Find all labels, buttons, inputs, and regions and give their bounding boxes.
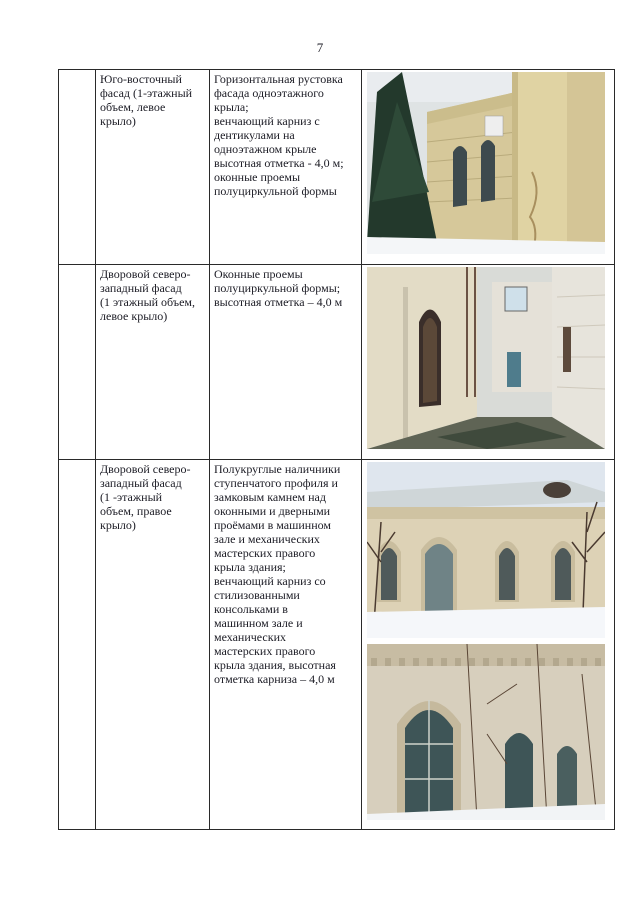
description-line: мастерских правого bbox=[214, 644, 316, 658]
facade-name-line: (1 -этажный bbox=[100, 490, 163, 504]
facade-name-line: (1 этажный объем, bbox=[100, 295, 195, 309]
facade-name-line: Юго-восточный bbox=[100, 72, 182, 86]
description-line: крыла здания; bbox=[214, 560, 286, 574]
description-line: стилизованными bbox=[214, 588, 300, 602]
description-line: полуциркульной формы; bbox=[214, 281, 341, 295]
table-row bbox=[59, 265, 615, 460]
description-line: мастерских правого bbox=[214, 546, 316, 560]
row-index-cell bbox=[59, 70, 96, 265]
description-line: крыла; bbox=[214, 100, 249, 114]
photo-cell bbox=[362, 70, 615, 265]
description-line: фасада одноэтажного bbox=[214, 86, 324, 100]
description-line: проёмами в машинном bbox=[214, 518, 331, 532]
description-line: ступенчатого профиля и bbox=[214, 476, 338, 490]
facade-name-line: Дворовой северо- bbox=[100, 267, 191, 281]
southeast-facade-photo bbox=[367, 72, 605, 254]
description-line: дентикулами на bbox=[214, 128, 295, 142]
facades-table bbox=[58, 69, 615, 830]
description-line: Полукруглые наличники bbox=[214, 462, 341, 476]
description-line: Горизонтальная рустовка bbox=[214, 72, 343, 86]
description-line: венчающий карниз с bbox=[214, 114, 320, 128]
table-row bbox=[59, 70, 615, 265]
facade-name-line: крыло) bbox=[100, 518, 136, 532]
description-line: отметка карниза – 4,0 м bbox=[214, 672, 335, 686]
description-line: венчающий карниз со bbox=[214, 574, 326, 588]
courtyard-right-wing-photo bbox=[367, 462, 605, 638]
facade-name-line: западный фасад bbox=[100, 281, 182, 295]
description-line: высотная отметка – 4,0 м bbox=[214, 295, 343, 309]
facade-name-line: фасад (1-этажный bbox=[100, 86, 193, 100]
facade-name-cell bbox=[96, 265, 210, 460]
facade-name-line: Дворовой северо- bbox=[100, 462, 191, 476]
facade-name-line: левое крыло) bbox=[100, 309, 168, 323]
facade-name-line: крыло) bbox=[100, 114, 136, 128]
photo-cell bbox=[362, 265, 615, 460]
facade-name-line: западный фасад bbox=[100, 476, 182, 490]
facade-name-line: объем, правое bbox=[100, 504, 172, 518]
description-line: консольками в bbox=[214, 602, 288, 616]
row-index-cell bbox=[59, 460, 96, 830]
photo-cell bbox=[362, 460, 615, 830]
facade-name-line: объем, левое bbox=[100, 100, 166, 114]
description-line: машинном зале и bbox=[214, 616, 303, 630]
description-line: высотная отметка - 4,0 м; bbox=[214, 156, 344, 170]
row-index-cell bbox=[59, 265, 96, 460]
table-row bbox=[59, 460, 615, 830]
facade-description-cell bbox=[210, 70, 362, 265]
description-line: крыла здания, высотная bbox=[214, 658, 336, 672]
description-line: Оконные проемы bbox=[214, 267, 303, 281]
description-line: замковым камнем над bbox=[214, 490, 326, 504]
facade-description-cell bbox=[210, 265, 362, 460]
description-line: полуциркульной формы bbox=[214, 184, 337, 198]
window-detail-photo bbox=[367, 644, 605, 820]
description-line: оконные проемы bbox=[214, 170, 301, 184]
facade-name-cell bbox=[96, 70, 210, 265]
courtyard-left-wing-photo bbox=[367, 267, 605, 449]
description-line: механических bbox=[214, 630, 287, 644]
description-line: одноэтажном крыле bbox=[214, 142, 317, 156]
facade-description-cell bbox=[210, 460, 362, 830]
page-number: 7 bbox=[316, 40, 324, 55]
description-line: оконными и дверными bbox=[214, 504, 331, 518]
description-line: зале и механических bbox=[214, 532, 320, 546]
facade-name-cell bbox=[96, 460, 210, 830]
